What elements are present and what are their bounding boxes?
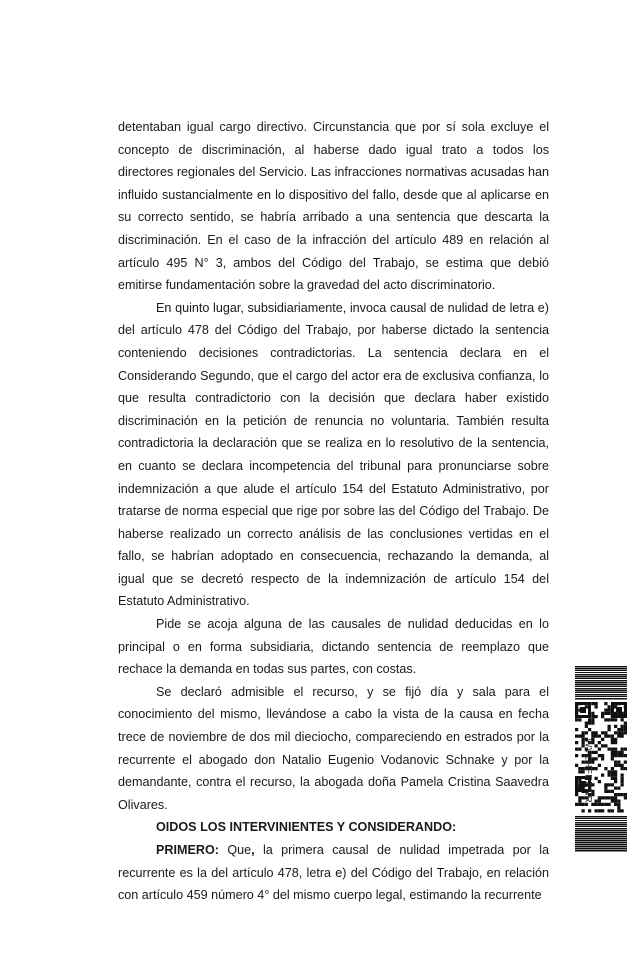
primero-text-b: la primera causal de nulidad impetrada por la recurrente es la del artículo 478, letra e) del Código del Trabajo, en relación con artículo 459 número 4° del mismo cuerpo legal, estimando la recurrente bbox=[118, 843, 550, 903]
paragraph-continuation: detentaban igual cargo directivo. Circunstancia que por sí sola excluye el concepto de discriminación, al haberse dado igual trato a todos los directores regionales del Servicio. Las infracciones normativas acusadas han influido sustancialmente en lo dispositivo del fallo, desde que al aplicarse en su correcto sentido, se habría arribado a una sentencia que descarta la discriminación. En el caso de la infracción del artículo 489 en relación al artículo 495 N° 3, ambos del Código del Trabajo, se estima que debió emitirse fundamentación sobre la gravedad del acto discriminatorio. bbox=[118, 120, 549, 293]
verification-code: WVLHFERNR bbox=[582, 738, 594, 804]
document-body bbox=[118, 116, 549, 907]
primero-comma: , bbox=[251, 843, 255, 857]
barcode-stripes-bottom bbox=[575, 816, 627, 852]
primero-text-a: Que bbox=[218, 843, 252, 857]
paragraph-primero bbox=[118, 839, 549, 907]
paragraph-quinto-lugar: En quinto lugar, subsidiariamente, invoca causal de nulidad de letra e) del artículo 478 del Código del Trabajo, por haberse dictado la sentencia conteniendo decisiones contradictorias. La sentencia declara en el Considerando Segundo, que el cargo del actor era de exclusiva confianza, lo que resulta contradictorio con la decisión que declara haber existido discriminación en la petición de renuncia no voluntaria. También resulta contradictoria la declaración que se realiza en lo resolutivo de la sentencia, en cuanto se declara incompetencia del tribunal para pronunciarse sobre indemnización a que alude el artículo 154 del Estatuto Administrativo, por tratarse de norma especial que rige por sobre las del Código del Trabajo. De haberse realizado un correcto análisis de las conclusiones vertidas en el fallo, se habrían adoptado en consecuencia, rechazando la demanda, al igual que se decretó respecto de la indemnización de artículo 154 del Estatuto Administrativo. bbox=[118, 300, 549, 609]
section-heading bbox=[118, 816, 549, 839]
heading-text: OIDOS LOS INTERVINIENTES Y CONSIDERANDO: bbox=[156, 820, 457, 835]
paragraph-admisible: Se declaró admisible el recurso, y se fijó día y sala para el conocimiento del mismo, llevándose a cabo la vista de la causa en fecha trece de noviembre de dos mil dieciocho, compareciendo en estrados por la recurrente el abogado don Natalio Eugenio Vodanovic Schnake y por la demandante, contra el recurso, la abogada doña Pamela Cristina Saavedra Olivares. bbox=[118, 684, 549, 812]
primero-label: PRIMERO: bbox=[156, 843, 219, 857]
paragraph-petition: Pide se acoja alguna de las causales de nulidad deducidas en lo principal o en forma subsidiaria, dictando sentencia de reemplazo que rechace la demanda en todas sus partes, con costas. bbox=[118, 617, 549, 677]
barcode-stripes-top bbox=[575, 666, 627, 700]
